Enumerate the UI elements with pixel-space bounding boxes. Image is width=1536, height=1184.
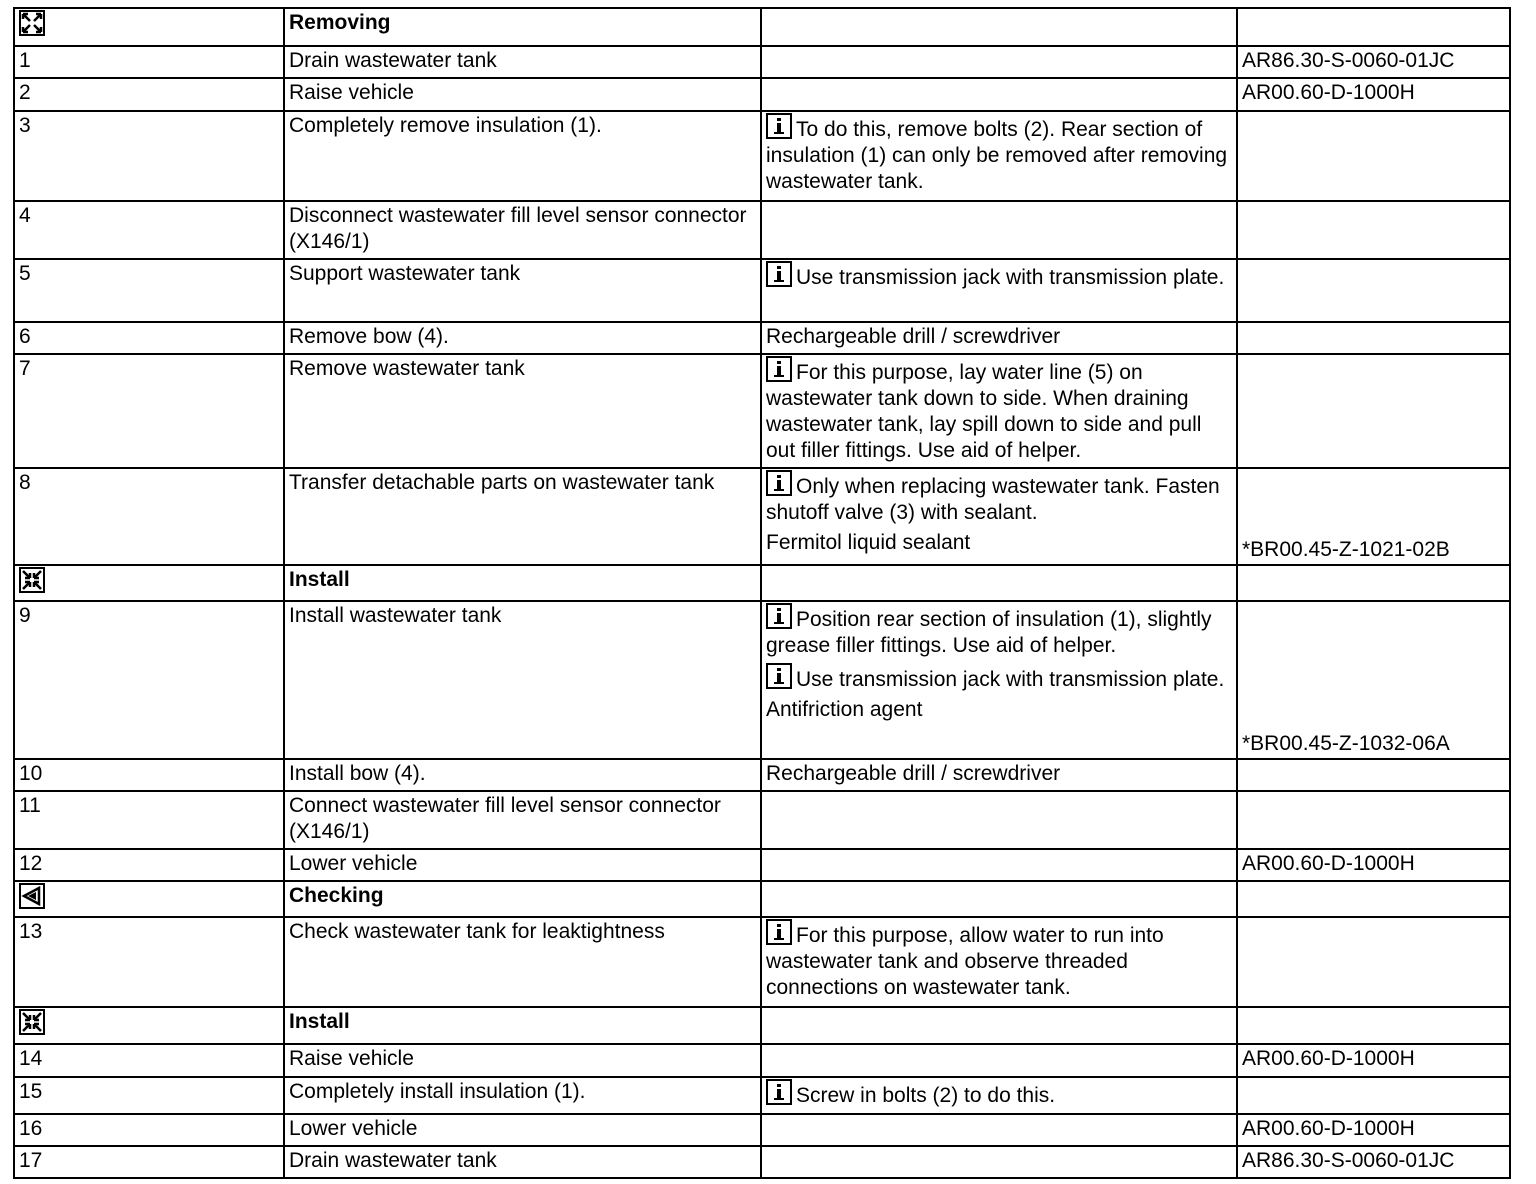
- info-icon: [766, 603, 792, 629]
- table-row: [14, 78, 1510, 111]
- note-cell: [761, 1077, 1237, 1114]
- section-header-install: [14, 1007, 1510, 1044]
- info-icon: [766, 470, 792, 496]
- step-number: 4: [14, 201, 284, 259]
- step-number: 5: [14, 259, 284, 322]
- expand-arrows-icon: [19, 10, 47, 36]
- doc-reference: AR00.60-D-1000H: [1237, 1114, 1510, 1146]
- step-text: Drain wastewater tank: [284, 46, 761, 78]
- section-title: Checking: [284, 881, 761, 917]
- step-number: 17: [14, 1146, 284, 1178]
- info-icon: [766, 261, 792, 287]
- step-text: Support wastewater tank: [284, 259, 761, 322]
- step-text: Remove bow (4).: [284, 322, 761, 354]
- note-text: Screw in bolts (2) to do this.: [796, 1084, 1056, 1107]
- step-number: 8: [14, 468, 284, 565]
- info-icon: [766, 113, 792, 139]
- doc-reference: AR00.60-D-1000H: [1237, 1044, 1510, 1077]
- section-header-removing: [14, 8, 1510, 46]
- note-cell: [761, 354, 1237, 468]
- note-cell: [761, 601, 1237, 759]
- note-text: Position rear section of insulation (1), slightly grease filler fittings. Use aid of helper.: [766, 608, 1212, 657]
- section-header-install: [14, 565, 1510, 601]
- note-text: Use transmission jack with transmission plate.: [796, 668, 1225, 691]
- step-number: 11: [14, 791, 284, 849]
- info-icon: [766, 356, 792, 382]
- table-row: [14, 759, 1510, 791]
- collapse-arrows-icon: [19, 1009, 47, 1035]
- material-text: Antifriction agent: [766, 698, 923, 721]
- step-text: Raise vehicle: [284, 78, 761, 111]
- step-text: Completely remove insulation (1).: [284, 111, 761, 201]
- note-cell: [761, 468, 1237, 565]
- step-text: Disconnect wastewater fill level sensor connector (X146/1): [284, 201, 761, 259]
- step-number: 12: [14, 849, 284, 881]
- table-row: [14, 1077, 1510, 1114]
- tool-text: Rechargeable drill / screwdriver: [761, 759, 1237, 791]
- procedure-table: [13, 7, 1511, 1179]
- doc-reference: AR00.60-D-1000H: [1237, 849, 1510, 881]
- section-header-checking: [14, 881, 1510, 917]
- note-cell: [761, 111, 1237, 201]
- note-cell: [761, 917, 1237, 1007]
- table-row: [14, 849, 1510, 881]
- step-number: 9: [14, 601, 284, 759]
- table-row: [14, 1044, 1510, 1077]
- step-number: 13: [14, 917, 284, 1007]
- tool-text: Rechargeable drill / screwdriver: [761, 322, 1237, 354]
- info-icon: [766, 919, 792, 945]
- table-row: [14, 601, 1510, 759]
- table-row: [14, 322, 1510, 354]
- doc-reference: AR86.30-S-0060-01JC: [1237, 46, 1510, 78]
- step-number: 14: [14, 1044, 284, 1077]
- table-row: [14, 201, 1510, 259]
- step-text: Install wastewater tank: [284, 601, 761, 759]
- doc-reference: *BR00.45-Z-1021-02B: [1237, 468, 1510, 565]
- doc-reference: *BR00.45-Z-1032-06A: [1237, 601, 1510, 759]
- collapse-arrows-icon: [19, 567, 47, 593]
- step-number: 7: [14, 354, 284, 468]
- step-text: Install bow (4).: [284, 759, 761, 791]
- section-title: Install: [284, 565, 761, 601]
- step-text: Remove wastewater tank: [284, 354, 761, 468]
- note-text: For this purpose, allow water to run into wastewater tank and observe threaded connections on wastewater tank.: [766, 924, 1164, 999]
- note-text: Only when replacing wastewater tank. Fasten shutoff valve (3) with sealant.: [766, 475, 1220, 524]
- table-row: [14, 259, 1510, 322]
- table-row: [14, 111, 1510, 201]
- step-number: 6: [14, 322, 284, 354]
- step-number: 2: [14, 78, 284, 111]
- step-text: Connect wastewater fill level sensor connector (X146/1): [284, 791, 761, 849]
- step-number: 3: [14, 111, 284, 201]
- note-cell: [761, 259, 1237, 322]
- section-title: Removing: [284, 8, 761, 46]
- section-title: Install: [284, 1007, 761, 1044]
- step-text: Raise vehicle: [284, 1044, 761, 1077]
- table-row: [14, 468, 1510, 565]
- table-row: [14, 354, 1510, 468]
- note-text: For this purpose, lay water line (5) on wastewater tank down to side. When draining wastewater tank, lay spill down to side and pull out filler fittings. Use aid of helper.: [766, 361, 1202, 462]
- table-row: [14, 46, 1510, 78]
- step-number: 1: [14, 46, 284, 78]
- note-text: Use transmission jack with transmission plate.: [796, 266, 1225, 289]
- material-text: Fermitol liquid sealant: [766, 531, 971, 554]
- table-row: [14, 791, 1510, 849]
- step-text: Lower vehicle: [284, 849, 761, 881]
- table-row: [14, 1146, 1510, 1178]
- step-text: Lower vehicle: [284, 1114, 761, 1146]
- step-text: Completely install insulation (1).: [284, 1077, 761, 1114]
- step-number: 15: [14, 1077, 284, 1114]
- step-number: 10: [14, 759, 284, 791]
- step-text: Transfer detachable parts on wastewater tank: [284, 468, 761, 565]
- check-triangle-icon: [19, 883, 47, 909]
- info-icon: [766, 663, 792, 689]
- info-icon: [766, 1079, 792, 1105]
- note-text: To do this, remove bolts (2). Rear section of insulation (1) can only be removed after removing wastewater tank.: [766, 118, 1228, 193]
- step-text: Check wastewater tank for leaktightness: [284, 917, 761, 1007]
- step-text: Drain wastewater tank: [284, 1146, 761, 1178]
- doc-reference: AR86.30-S-0060-01JC: [1237, 1146, 1510, 1178]
- table-row: [14, 917, 1510, 1007]
- table-row: [14, 1114, 1510, 1146]
- doc-reference: AR00.60-D-1000H: [1237, 78, 1510, 111]
- step-number: 16: [14, 1114, 284, 1146]
